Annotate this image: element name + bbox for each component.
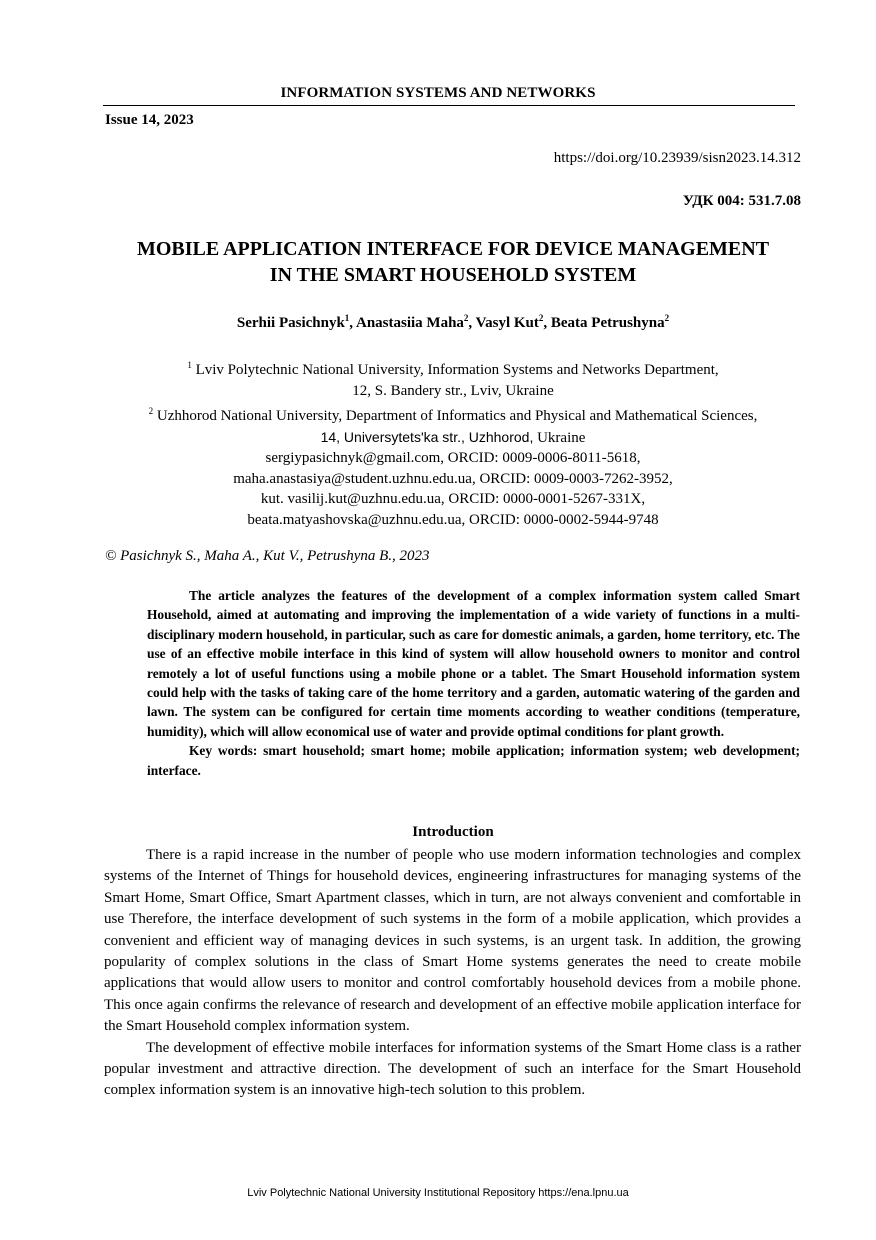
journal-title: INFORMATION SYSTEMS AND NETWORKS: [280, 85, 596, 101]
author: Beata Petrushyna$^2$: [550, 313, 670, 331]
affiliation-1-line-2: 12, S. Bandery str., Lviv, Ukraine: [352, 382, 554, 399]
author: Serhii Pasichnyk$^1$,: [236, 313, 356, 331]
header-rule: [103, 105, 795, 106]
title-line-1: MOBILE APPLICATION INTERFACE FOR DEVICE MANAGEMENT: [136, 238, 770, 260]
introduction-body: [104, 845, 801, 1102]
contact-line: maha.anastasiya@student.uzhnu.edu.ua, ORCID: 0009-0003-7262-3952,: [233, 470, 673, 487]
affiliations: [0, 355, 876, 530]
paragraph: There is a rapid increase in the number of people who use modern information technologies and complex systems of the Internet of Things for household devices, engineering infrastructures for managing systems of the Smart Home, Smart Office, Smart Apartment classes, which in turn, are not always convenient and comfortable in use Therefore, the interface development of such systems in the form of a mobile application, which provides a convenient and efficient way of managing devices in such systems, is an urgent task. In addition, the growing popularity of complex solutions in the class of Smart Home systems generates the need to create mobile applications that would allow users to monitor and control comfortably household devices from a mobile phone. This once again confirms the relevance of research and development of an effective mobile application interface for the Smart Household complex information system.: [104, 847, 801, 1035]
author-list: [0, 313, 876, 332]
doi-link[interactable]: https://doi.org/10.23939/sisn2023.14.312: [553, 150, 801, 166]
contact-line: kut. vasilij.kut@uzhnu.edu.ua, ORCID: 0000-0001-5267-331X,: [260, 491, 646, 507]
section-heading-introduction: Introduction: [412, 824, 494, 840]
abstract-text: The article analyzes the features of the development of a complex information system called Smart Household, aimed at automating and improving the implementation of a wide variety of functions in a multi-disciplinary modern household, in particular, such as care for domestic animals, a garden, home territory, etc. The use of an effective mobile interface in this kind of system will allow household owners to monitor and control remotely a lot of useful functions using a mobile phone or a tablet. The Smart Household information system could help with the tasks of taking care of the home territory and a garden, automatic watering of the garden and lawn. The system can be configured for certain time moments according to weather conditions (temperature, humidity), which will allow economical use of water and provide optimal conditions for plant growth.: [147, 588, 800, 739]
author: Anastasiia Maha$^2$,: [355, 313, 476, 331]
affiliation-1-line-1: $^1$ Lviv Polytechnic National University, Information Systems and Networks Department,: [187, 360, 719, 378]
title-line-2: IN THE SMART HOUSEHOLD SYSTEM: [269, 264, 637, 286]
affiliation-2-line-2: 14, Universytets'ka str., Uzhhorod, Ukraine: [320, 428, 586, 446]
contact-line: sergiypasichnyk@gmail.com, ORCID: 0009-0006-8011-5618,: [265, 450, 641, 466]
paragraph: The development of effective mobile interfaces for information systems of the Smart Home class is a rather popular investment and attractive direction. The development of such an interface for the Smart Household complex information system is an innovative high-tech solution to this problem.: [104, 1039, 801, 1099]
udk-code: УДК 004: 531.7.08: [682, 193, 801, 209]
affiliation-2-line-1: $^2$ Uzhhorod National University, Department of Informatics and Physical and Mathematical Sciences,: [148, 406, 758, 424]
author: Vasyl Kut$^2$,: [475, 313, 551, 331]
article-title: [0, 236, 876, 288]
keywords: Key words: smart household; smart home; mobile application; information system; web development; interface.: [147, 743, 800, 778]
issue-label: Issue 14, 2023: [105, 112, 194, 128]
contact-line: beata.matyashovska@uzhnu.edu.ua, ORCID: 0000-0002-5944-9748: [247, 511, 659, 528]
copyright: © Pasichnyk S., Maha A., Kut V., Petrushyna B., 2023: [105, 548, 430, 564]
abstract: [147, 586, 800, 780]
repository-footer: Lviv Polytechnic National University Institutional Repository https://ena.lpnu.ua: [247, 1187, 629, 1199]
